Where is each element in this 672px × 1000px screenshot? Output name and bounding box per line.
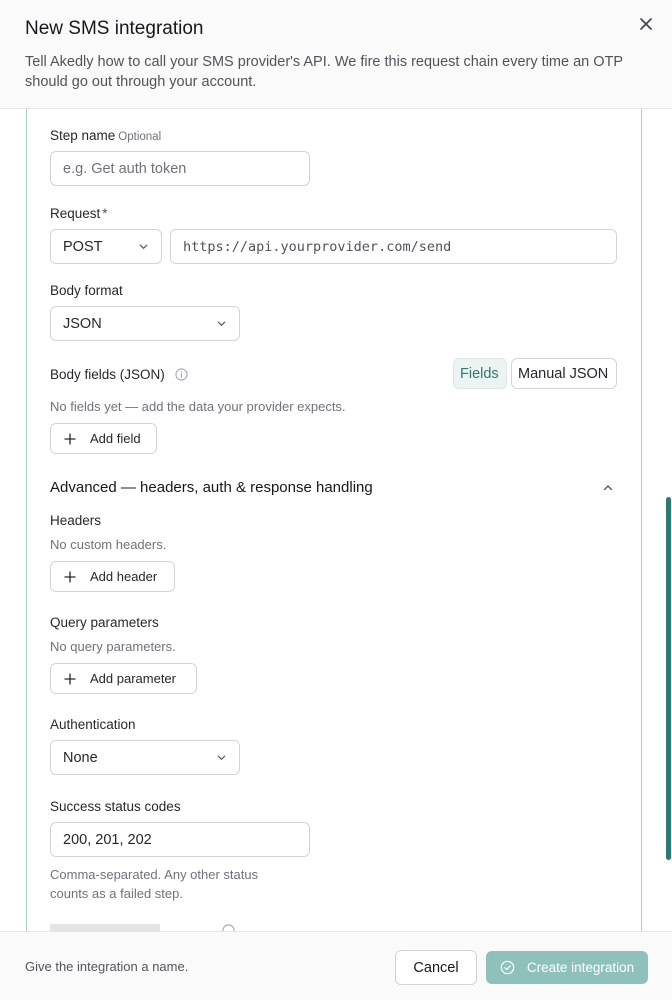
add-header-label: Add header — [90, 569, 158, 584]
plus-icon — [64, 673, 76, 685]
plus-icon — [64, 571, 76, 583]
url-placeholder: https://api.yourprovider.com/send — [183, 238, 452, 255]
dialog-body[interactable] — [0, 109, 672, 931]
step-name-placeholder: e.g. Get auth token — [63, 160, 187, 177]
create-integration-label: Create integration — [526, 960, 635, 975]
chevron-down-icon — [216, 318, 227, 329]
step-name-label — [50, 128, 161, 143]
body-format-select[interactable] — [50, 306, 240, 341]
optional-tag: Optional — [118, 131, 162, 143]
no-headers-text: No custom headers. — [50, 537, 167, 552]
dialog-subtitle: Tell Akedly how to call your SMS provider's API. We fire this request chain every time an OTP should go out through your account. — [25, 54, 623, 90]
footer-hint: Give the integration a name. — [25, 959, 189, 974]
authentication-label: Authentication — [50, 717, 136, 732]
body-format-label: Body format — [50, 283, 123, 298]
info-icon — [222, 924, 235, 931]
check-circle-icon — [500, 960, 515, 975]
add-parameter-label: Add parameter — [90, 671, 176, 686]
success-codes-input[interactable] — [50, 822, 310, 857]
success-codes-value: 200, 201, 202 — [63, 831, 152, 848]
chevron-down-icon — [138, 241, 149, 252]
dialog-header — [0, 0, 672, 109]
step-name-input[interactable] — [50, 151, 310, 186]
add-field-button[interactable] — [50, 423, 157, 454]
step-name-label-text: Step name — [50, 128, 116, 143]
cancel-button[interactable]: Cancel — [395, 950, 477, 985]
query-params-label: Query parameters — [50, 615, 159, 630]
tab-fields[interactable]: Fields — [453, 358, 507, 389]
add-parameter-button[interactable] — [50, 663, 197, 694]
dialog-title: New SMS integration — [25, 18, 204, 39]
request-label — [50, 206, 108, 221]
tab-manual-json[interactable]: Manual JSON — [511, 358, 617, 389]
close-icon[interactable] — [636, 14, 656, 34]
chevron-down-icon — [216, 752, 227, 763]
plus-icon — [64, 433, 76, 445]
body-fields-label-text: Body fields (JSON) — [50, 367, 165, 382]
success-codes-hint-line-1: Comma-separated. Any other status — [50, 867, 259, 882]
request-label-text: Request — [50, 206, 101, 221]
add-field-label: Add field — [90, 431, 141, 446]
advanced-section-title[interactable]: Advanced — headers, auth & response handling — [50, 479, 373, 496]
dialog-footer — [0, 931, 672, 1000]
required-mark: * — [102, 206, 108, 221]
authentication-select[interactable] — [50, 740, 240, 775]
no-query-text: No query parameters. — [50, 639, 176, 654]
create-integration-button[interactable] — [486, 951, 648, 984]
next-field-label-partial — [50, 924, 160, 931]
authentication-value: None — [63, 749, 98, 766]
url-input[interactable] — [170, 229, 617, 264]
headers-label: Headers — [50, 513, 102, 528]
chevron-up-icon[interactable] — [602, 482, 614, 494]
body-fields-label — [50, 367, 188, 382]
method-select[interactable] — [50, 229, 162, 264]
success-codes-hint — [50, 865, 258, 903]
scrollbar-thumb[interactable] — [666, 497, 671, 860]
body-format-value: JSON — [63, 315, 102, 332]
success-codes-label: Success status codes — [50, 799, 181, 814]
info-icon[interactable] — [175, 368, 188, 381]
no-fields-text: No fields yet — add the data your provider expects. — [50, 399, 346, 414]
add-header-button[interactable] — [50, 561, 175, 592]
success-codes-hint-line-2: counts as a failed step. — [50, 886, 183, 901]
method-value: POST — [63, 238, 103, 255]
